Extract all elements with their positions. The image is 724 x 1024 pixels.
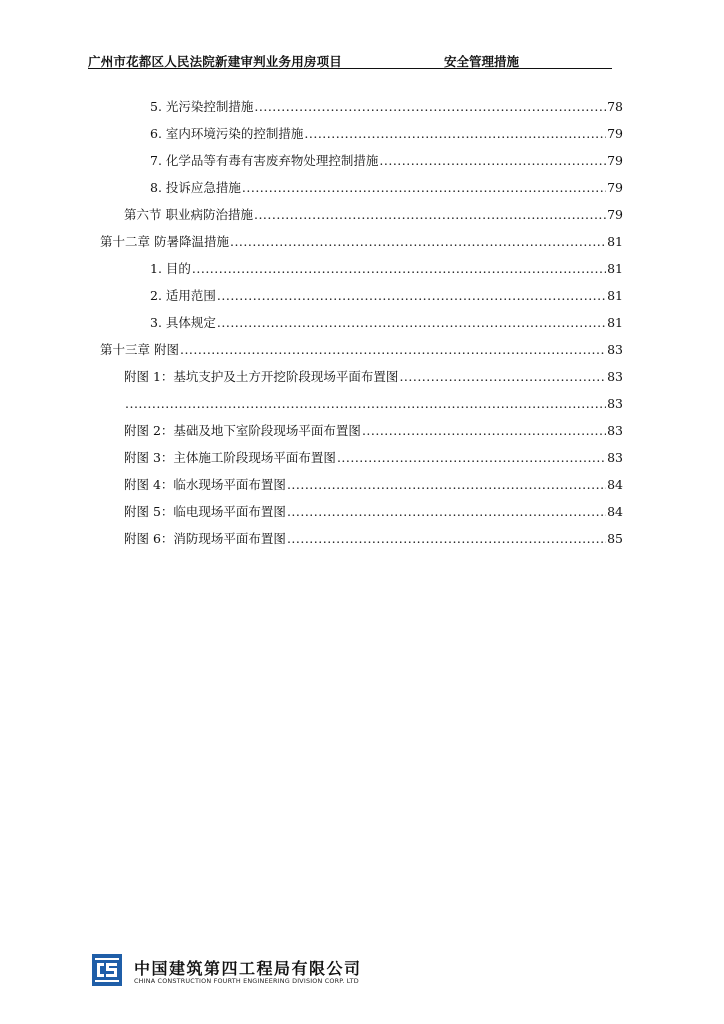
toc-entry[interactable]: [150, 121, 623, 141]
header-project-title: 广州市花都区人民法院新建审判业务用房项目: [88, 54, 343, 69]
toc-entry[interactable]: [150, 283, 623, 303]
toc-entry-page: 84: [607, 504, 623, 519]
toc-entry-page: 83: [607, 342, 623, 357]
header-section-title: 安全管理措施: [444, 54, 520, 69]
toc-entry[interactable]: [124, 472, 623, 492]
toc-leader: [125, 397, 606, 411]
toc-entry[interactable]: [100, 229, 623, 249]
toc-entry[interactable]: [124, 391, 623, 411]
company-name-english: CHINA CONSTRUCTION FOURTH ENGINEERING DIVISION CORP. LTD: [134, 977, 359, 985]
toc-entry[interactable]: [124, 202, 623, 222]
toc-entry-page: 83: [607, 450, 623, 465]
toc-entry[interactable]: [150, 175, 623, 195]
cscec-logo-icon: [92, 954, 122, 986]
toc-entry[interactable]: [100, 337, 623, 357]
toc-entry[interactable]: [150, 256, 623, 276]
toc-entry-title: 5. 光污染控制措施: [150, 99, 254, 114]
toc-entry-title: 6. 室内环境污染的控制措施: [150, 126, 304, 141]
toc-leader: [180, 343, 606, 357]
toc-leader: [287, 505, 606, 519]
toc-entry-title: 附图 2：基础及地下室阶段现场平面布置图: [124, 423, 361, 438]
toc-entry-page: 83: [607, 369, 623, 384]
toc-entry[interactable]: [124, 418, 623, 438]
toc-entry-page: 78: [607, 99, 623, 114]
toc-leader: [242, 181, 606, 195]
toc-entry-page: 79: [607, 126, 623, 141]
company-name-chinese: 中国建筑第四工程局有限公司: [134, 959, 362, 978]
toc-leader: [362, 424, 606, 438]
toc-entry-page: 83: [607, 423, 623, 438]
toc-entry-title: 8. 投诉应急措施: [150, 180, 241, 195]
toc-leader: [217, 289, 606, 303]
toc-leader: [379, 154, 606, 168]
toc-entry-title: 附图 5：临电现场平面布置图: [124, 504, 286, 519]
page-footer: [92, 954, 392, 990]
toc-entry[interactable]: [150, 310, 623, 330]
toc-entry-title: 第六节 职业病防治措施: [124, 207, 253, 222]
toc-entry-title: 附图 3：主体施工阶段现场平面布置图: [124, 450, 336, 465]
toc-entry-page: 84: [607, 477, 623, 492]
toc-entry-page: 85: [607, 531, 623, 546]
toc-entry[interactable]: [124, 445, 623, 465]
toc-entry-title: 附图 6：消防现场平面布置图: [124, 531, 286, 546]
page-header: [88, 52, 612, 69]
toc-entry-page: 81: [607, 315, 623, 330]
toc-entry[interactable]: [150, 94, 623, 114]
toc-leader: [192, 262, 606, 276]
toc-entry-title: 1. 目的: [150, 261, 191, 276]
toc-entry-title: 第十三章 附图: [100, 342, 179, 357]
toc-entry-title: 附图 4：临水现场平面布置图: [124, 477, 286, 492]
toc-entry-page: 79: [607, 180, 623, 195]
toc-leader: [230, 235, 606, 249]
toc-entry[interactable]: [150, 148, 623, 168]
toc-entry[interactable]: [124, 364, 623, 384]
toc-entry-page: 81: [607, 234, 623, 249]
toc-entry-page: 81: [607, 288, 623, 303]
toc-leader: [287, 532, 606, 546]
toc-leader: [399, 370, 606, 384]
toc-leader: [254, 208, 606, 222]
toc-entry-title: 2. 适用范围: [150, 288, 216, 303]
toc-entry-title: 7. 化学品等有毒有害废弃物处理控制措施: [150, 153, 379, 168]
toc-leader: [217, 316, 606, 330]
toc-entry-title: 第十二章 防暑降温措施: [100, 234, 229, 249]
toc-entry[interactable]: [124, 499, 623, 519]
toc-entry-page: 79: [607, 153, 623, 168]
toc-leader: [254, 100, 606, 114]
toc-leader: [337, 451, 606, 465]
toc-entry-page: 83: [607, 396, 623, 411]
toc-entry-title: 3. 具体规定: [150, 315, 216, 330]
toc-entry-page: 79: [607, 207, 623, 222]
toc-leader: [304, 127, 606, 141]
toc-entry-page: 81: [607, 261, 623, 276]
toc-leader: [287, 478, 606, 492]
toc-entry[interactable]: [124, 526, 623, 546]
toc-entry-title: 附图 1：基坑支护及土方开挖阶段现场平面布置图: [124, 369, 399, 384]
